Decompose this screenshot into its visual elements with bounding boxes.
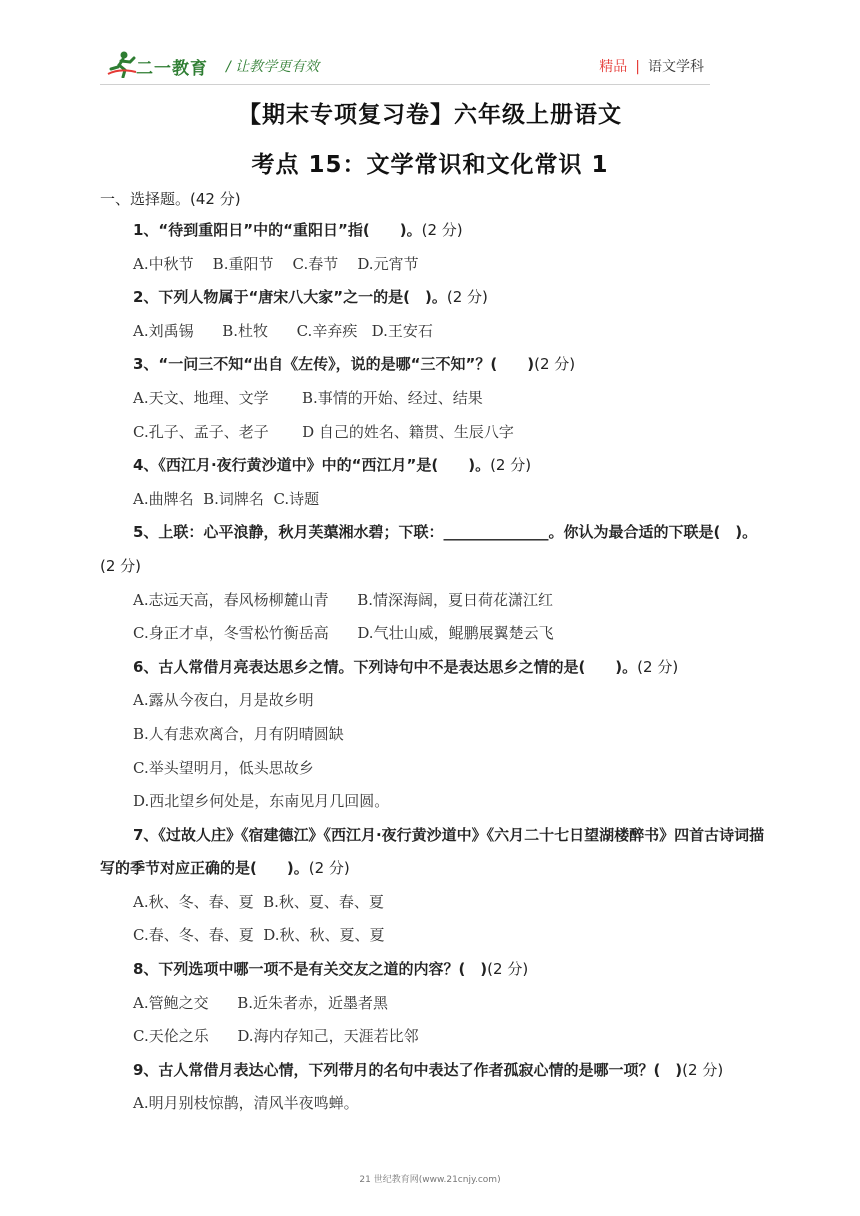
question: 5、上联：心平浪静，秋月芙蕖湘水碧；下联：______________。你认为最合适的下联是( )。(2 分)	[100, 523, 758, 575]
page-header	[100, 46, 710, 86]
page-subtitle: 考点 15：文学常识和文化常识 1	[251, 152, 609, 178]
header-divider	[100, 84, 710, 85]
page-footer: 21 世纪教育网(www.21cnjy.com)	[359, 1175, 501, 1185]
answer-option: C.举头望明月，低头思故乡	[133, 758, 314, 777]
question: 2、下列人物属于“唐宋八大家”之一的是( )。(2 分)	[133, 288, 488, 307]
question: 7、《过故人庄》《宿建德江》《西江月·夜行黄沙道中》《六月二十七日望湖楼醉书》四首古诗词描写的季节对应正确的是( )。(2 分)	[100, 825, 765, 878]
question: 8、下列选项中哪一项不是有关交友之道的内容？( )(2 分)	[133, 960, 529, 979]
section-heading: 一、选择题。(42 分)	[100, 190, 241, 208]
question: 9、古人常借月表达心情，下列带月的名句中表达了作者孤寂心情的是哪一项？( )(2 分)	[133, 1060, 724, 1079]
header-subject	[599, 56, 704, 76]
question-list	[100, 214, 765, 1121]
question: 3、“一问三不知“出自《左传》，说的是哪“三不知”？( )(2 分)	[133, 355, 576, 374]
answer-options: A.中秋节 B.重阳节 C.春节 D.元宵节	[133, 254, 419, 273]
answer-option: D.西北望乡何处是，东南见月几回圆。	[133, 792, 390, 811]
answer-options: A.秋、冬、春、夏 B.秋、夏、春、夏	[133, 892, 384, 911]
answer-options: A.曲牌名 B.词牌名 C.诗题	[133, 489, 320, 508]
answer-options: C.春、冬、春、夏 D.秋、秋、夏、夏	[133, 926, 385, 945]
question: 6、古人常借月亮表达思乡之情。下列诗句中不是表达思乡之情的是( )。(2 分)	[133, 657, 679, 676]
answer-options: A.天文、地理、文学 B.事情的开始、经过、结果	[133, 388, 483, 407]
quality-tag: 精品	[599, 59, 628, 75]
answer-options: C.天伦之乐 D.海内存知己，天涯若比邻	[133, 1027, 419, 1046]
question: 1、“待到重阳日”中的“重阳日”指( )。(2 分)	[133, 221, 463, 239]
brand-name: 二一教育	[136, 59, 208, 79]
answer-option: A.露从今夜白，月是故乡明	[133, 691, 314, 710]
brand-slogan: / 让教学更有效	[226, 59, 320, 75]
answer-option: A.明月别枝惊鹊，清风半夜鸣蝉。	[133, 1094, 359, 1113]
answer-options: A.刘禹锡 B.杜牧 C.辛弃疾 D.王安石	[133, 321, 433, 340]
answer-options: C.身正才卓，冬雪松竹衡岳高 D.气壮山威，鲲鹏展翼楚云飞	[133, 624, 554, 643]
runner-logo-icon	[106, 50, 138, 82]
answer-options: A.志远天高，春风杨柳麓山青 B.情深海阔，夏日荷花潇江红	[133, 590, 554, 609]
answer-option: B.人有悲欢离合，月有阴晴圆缺	[133, 724, 344, 743]
page-title: 【期末专项复习卷】六年级上册语文	[238, 102, 622, 128]
header-separator: |	[635, 59, 640, 75]
question: 4、《西江月·夜行黄沙道中》中的“西江月”是( )。(2 分)	[133, 456, 532, 475]
subject-label: 语文学科	[648, 59, 704, 75]
answer-options: C.孔子、孟子、老子 D 自己的姓名、籍贯、生辰八字	[133, 422, 514, 441]
answer-options: A.管鲍之交 B.近朱者赤，近墨者黑	[133, 993, 389, 1012]
